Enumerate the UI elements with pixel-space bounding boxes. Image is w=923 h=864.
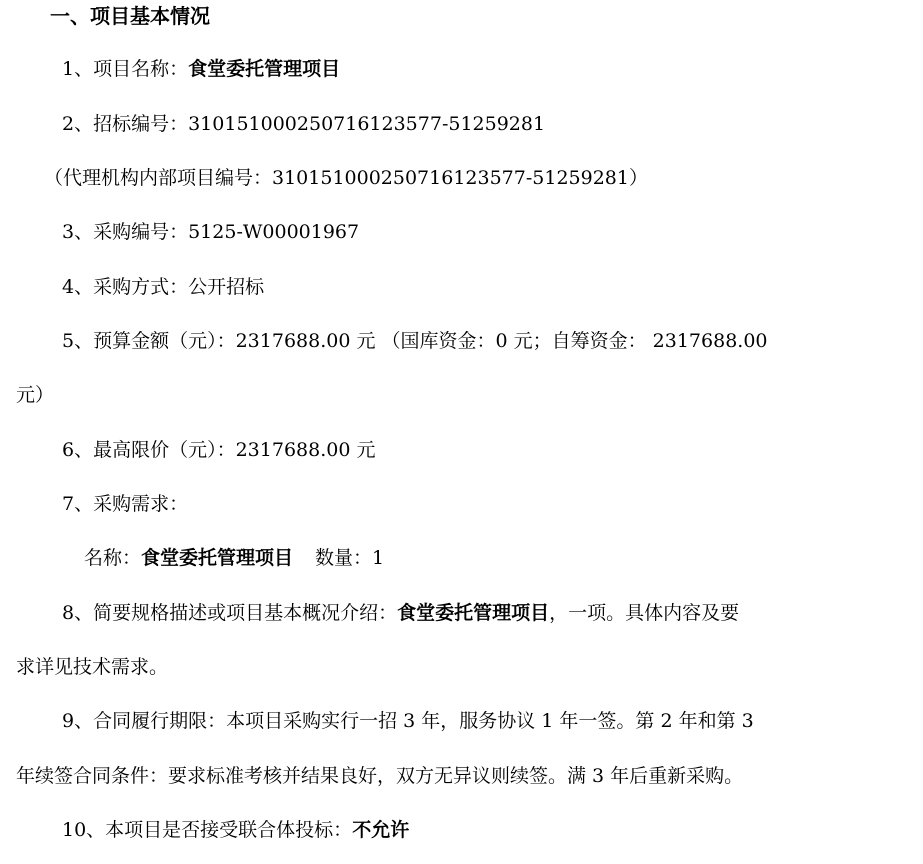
item-summary-line2: 求详见技术需求。 xyxy=(16,656,169,678)
item-budget-line2: 元） xyxy=(16,384,55,406)
project-name-value: 食堂委托管理项目 xyxy=(188,58,341,80)
item-label: 2、招标编号： xyxy=(62,113,189,135)
purchase-number-value: 5125-W00001967 xyxy=(188,221,360,243)
item-contract-line1: 9、合同履行期限：本项目采购实行一招 3 年，服务协议 1 年一签。第 2 年和第 3 xyxy=(62,710,754,732)
summary-rest: ，一项。具体内容及要 xyxy=(549,602,740,624)
consortium-label: 10、本项目是否接受联合体投标： xyxy=(62,819,353,841)
summary-value: 食堂委托管理项目 xyxy=(397,602,550,624)
purchase-method-value: 公开招标 xyxy=(188,276,265,298)
item-label: 1、项目名称： xyxy=(62,58,189,80)
section-title: 一、项目基本情况 xyxy=(50,4,210,28)
requirement-quantity: 数量：1 xyxy=(315,547,385,569)
item-project-name xyxy=(62,57,340,81)
item-contract-line2: 年续签合同条件：要求标准考核并结果良好，双方无异议则续签。满 3 年后重新采购。 xyxy=(16,765,744,787)
requirement-name-label: 名称： xyxy=(84,547,142,569)
item-purchase-method xyxy=(62,275,264,299)
consortium-value: 不允许 xyxy=(352,819,410,841)
item-purchase-number xyxy=(62,220,359,244)
item-requirement-label: 7、采购需求： xyxy=(62,493,189,515)
item-agency-number: （代理机构内部项目编号：310151000250716123577-51259281） xyxy=(44,167,648,189)
item-label: 4、采购方式： xyxy=(62,276,189,298)
item-tender-number xyxy=(62,112,545,136)
summary-label: 8、简要规格描述或项目基本概况介绍： xyxy=(62,602,398,624)
requirement-name-value: 食堂委托管理项目 xyxy=(141,547,294,569)
item-label: 3、采购编号： xyxy=(62,221,189,243)
item-summary-line1 xyxy=(62,601,739,625)
tender-number-value: 310151000250716123577-51259281 xyxy=(188,113,546,135)
item-consortium xyxy=(62,818,409,842)
item-budget-line1: 5、预算金额（元）：2317688.00 元 （国库资金：0 元；自筹资金： 2317688.00 xyxy=(62,330,768,352)
item-max-price: 6、最高限价（元）：2317688.00 元 xyxy=(62,439,376,461)
item-requirement-detail xyxy=(84,546,384,570)
